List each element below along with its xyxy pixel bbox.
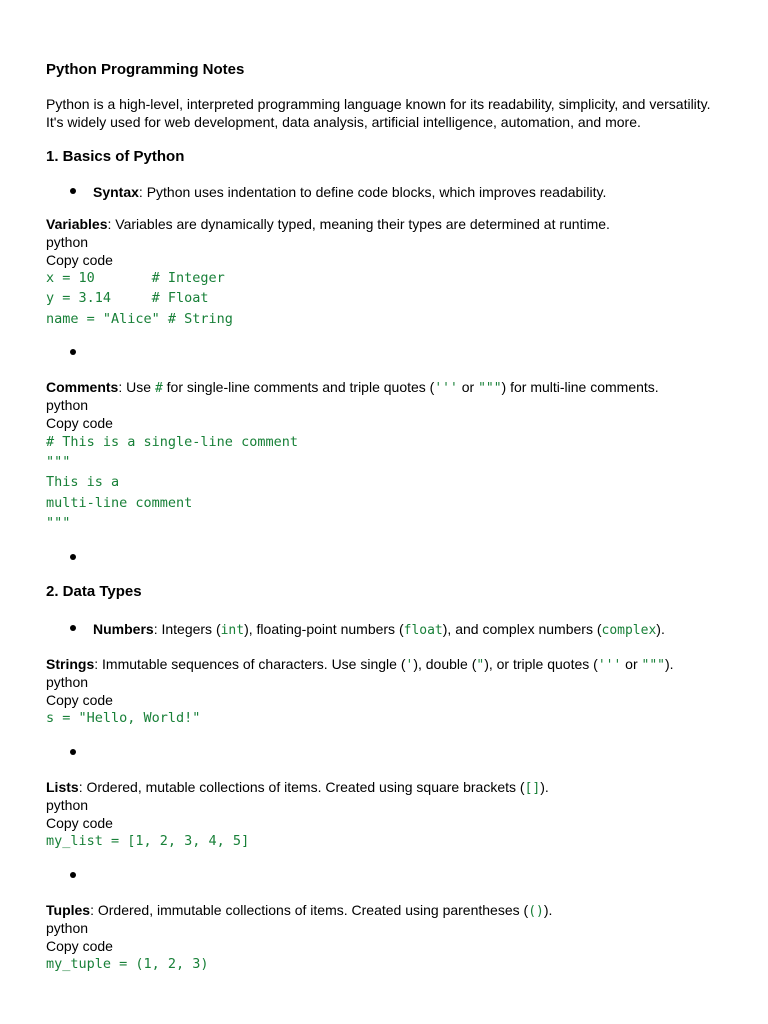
syntax-item [93, 183, 606, 201]
copy-code-button[interactable]: Copy code [46, 415, 113, 431]
numbers-text: ). [656, 621, 665, 637]
bullet-icon [70, 188, 76, 194]
code-line: """ [46, 515, 71, 531]
variables-text: : Variables are dynamically typed, meaning their types are determined at runtime. [107, 216, 610, 232]
comments-text: : Use [118, 379, 155, 395]
intro-line-1: Python is a high-level, interpreted programming language known for its readability, simplicity, and versatility. [46, 96, 711, 112]
section-heading-data-types: 2. Data Types [46, 583, 142, 600]
numbers-text: : Integers ( [153, 621, 221, 637]
numbers-item [93, 620, 665, 640]
code-line: multi-line comment [46, 495, 193, 511]
code-language-label: python [46, 797, 89, 813]
strings-term: Strings [46, 656, 95, 672]
strings-text: ). [665, 656, 674, 672]
inline-code: [] [524, 781, 541, 796]
inline-code: ' [405, 658, 414, 673]
strings-text: ), or triple quotes ( [484, 656, 598, 672]
bullet-icon [70, 349, 76, 355]
tuples-term: Tuples [46, 902, 91, 918]
code-line: y = 3.14 # Float [46, 290, 209, 306]
code-line: # This is a single-line comment [46, 434, 298, 450]
bullet-icon [70, 749, 76, 755]
inline-code: " [476, 658, 485, 673]
code-language-label: python [46, 674, 89, 690]
code-language-label: python [46, 920, 89, 936]
document-title: Python Programming Notes [46, 61, 245, 78]
tuples-text: : Ordered, immutable collections of items. Created using parentheses ( [90, 902, 529, 918]
lists-item [46, 778, 549, 798]
syntax-text: : Python uses indentation to define code blocks, which improves readability. [138, 184, 607, 200]
inline-code: ''' [434, 381, 458, 396]
comments-text: or [457, 379, 479, 395]
numbers-text: ), and complex numbers ( [442, 621, 602, 637]
copy-code-button[interactable]: Copy code [46, 692, 113, 708]
numbers-term: Numbers [93, 621, 154, 637]
code-line: my_list = [1, 2, 3, 4, 5] [46, 833, 250, 849]
inline-code: complex [601, 623, 657, 638]
inline-code: ''' [597, 658, 622, 673]
comments-text: ) for multi-line comments. [501, 379, 659, 395]
inline-code: # [154, 381, 163, 396]
numbers-text: ), floating-point numbers ( [244, 621, 404, 637]
inline-code: float [403, 623, 443, 638]
comments-term: Comments [46, 379, 119, 395]
code-language-label: python [46, 397, 89, 413]
strings-text: : Immutable sequences of characters. Use single ( [94, 656, 406, 672]
bullet-icon [70, 554, 76, 560]
code-line: s = "Hello, World!" [46, 710, 201, 726]
code-line: This is a [46, 474, 120, 490]
strings-text: ), double ( [413, 656, 477, 672]
code-language-label: python [46, 234, 89, 250]
lists-text: ). [540, 779, 549, 795]
inline-code: () [528, 904, 544, 919]
strings-item [46, 655, 674, 675]
copy-code-button[interactable]: Copy code [46, 815, 113, 831]
section-heading-basics: 1. Basics of Python [46, 148, 185, 165]
comments-item [46, 378, 659, 398]
variables-item [46, 215, 610, 233]
inline-code: """ [478, 381, 502, 396]
code-line: """ [46, 454, 71, 470]
copy-code-button[interactable]: Copy code [46, 252, 113, 268]
tuples-text: ). [543, 902, 553, 918]
lists-term: Lists [46, 779, 79, 795]
inline-code: int [220, 623, 245, 638]
strings-text: or [621, 656, 642, 672]
bullet-icon [70, 625, 76, 631]
lists-text: : Ordered, mutable collections of items. Created using square brackets ( [78, 779, 525, 795]
code-line: name = "Alice" # String [46, 311, 233, 327]
variables-term: Variables [46, 216, 108, 232]
bullet-icon [70, 872, 76, 878]
intro-line-2: It's widely used for web development, data analysis, artificial intelligence, automation, and more. [46, 114, 641, 130]
code-line: x = 10 # Integer [46, 270, 225, 286]
copy-code-button[interactable]: Copy code [46, 938, 113, 954]
inline-code: """ [641, 658, 666, 673]
code-line: my_tuple = (1, 2, 3) [46, 956, 209, 972]
syntax-term: Syntax [93, 184, 139, 200]
comments-text: for single-line comments and triple quotes ( [162, 379, 435, 395]
tuples-item [46, 901, 552, 921]
